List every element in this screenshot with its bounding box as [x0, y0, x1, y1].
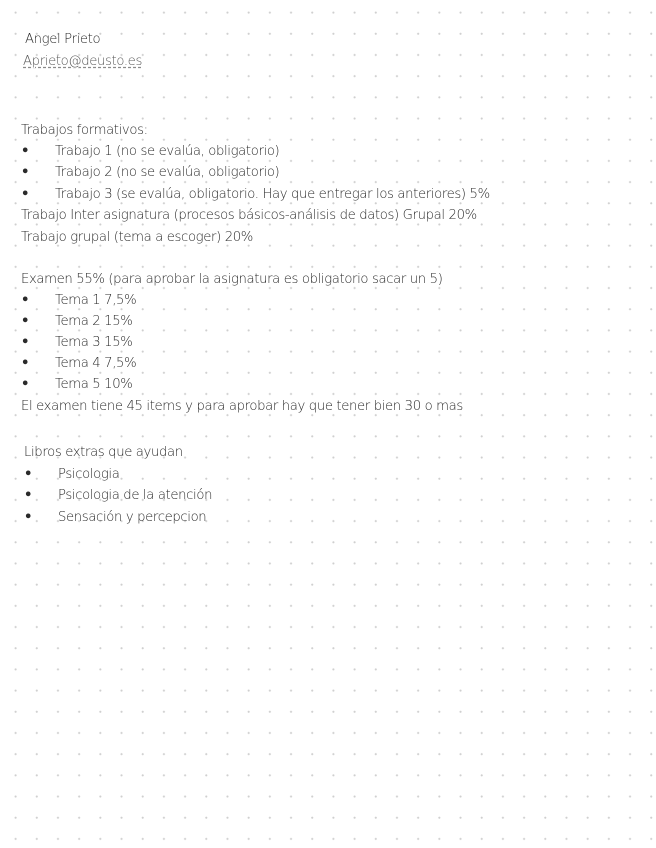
bullet-icon: •	[24, 467, 33, 482]
bullet-icon: •	[24, 488, 33, 503]
exam-topic-text: Tema 1 7,5%	[55, 293, 137, 308]
author-name: Angel Prieto	[25, 32, 101, 47]
exam-heading: Examen 55% (para aprobar la asignatura es obligatorio sacar un 5)	[21, 272, 443, 287]
exam-note: El examen tiene 45 items y para aprobar hay que tener bien 30 o mas	[21, 399, 463, 414]
exam-topic-item	[21, 376, 132, 394]
bullet-icon: •	[21, 314, 30, 329]
formative-item-text: Trabajo 2 (no se evalúa, obligatorio)	[55, 165, 280, 180]
bullet-icon: •	[21, 293, 30, 308]
exam-topic-item	[21, 334, 132, 352]
exam-topic-text: Tema 2 15%	[55, 314, 133, 329]
bullet-icon: •	[24, 510, 33, 525]
bullet-icon: •	[21, 165, 30, 180]
book-title: Sensación y percepcion	[58, 510, 207, 525]
exam-topic-item	[21, 313, 132, 331]
formative-list-item	[21, 164, 279, 182]
exam-topic-item	[21, 355, 136, 373]
formative-item-text: Trabajo 3 (se evalúa, obligatorio. Hay que entregar los anteriores) 5%	[55, 187, 490, 202]
formative-list-item	[21, 186, 490, 204]
formative-heading: Trabajos formativos:	[21, 123, 148, 138]
book-list-item	[24, 509, 206, 527]
bullet-icon: •	[21, 144, 30, 159]
inter-subject-work: Trabajo Inter asignatura (procesos básicos-análisis de datos) Grupal 20%	[21, 208, 477, 223]
exam-topic-text: Tema 3 15%	[55, 335, 133, 350]
bullet-icon: •	[21, 187, 30, 202]
book-list-item	[24, 487, 212, 505]
exam-topic-text: Tema 5 10%	[55, 377, 133, 392]
book-title: Psicologia de la atención	[58, 488, 213, 503]
bullet-icon: •	[21, 377, 30, 392]
formative-list-item	[21, 143, 279, 161]
exam-topic-text: Tema 4 7,5%	[55, 356, 137, 371]
group-work: Trabajo grupal (tema a escoger) 20%	[21, 230, 253, 245]
book-title: Psicologia	[58, 467, 120, 482]
bullet-icon: •	[21, 356, 30, 371]
formative-item-text: Trabajo 1 (no se evalúa, obligatorio)	[55, 144, 280, 159]
books-heading: Libros extras que ayudan	[24, 445, 183, 460]
book-list-item	[24, 466, 119, 484]
bullet-icon: •	[21, 335, 30, 350]
exam-topic-item	[21, 292, 136, 310]
author-email-link[interactable]: Aprieto@deusto.es	[23, 54, 142, 69]
